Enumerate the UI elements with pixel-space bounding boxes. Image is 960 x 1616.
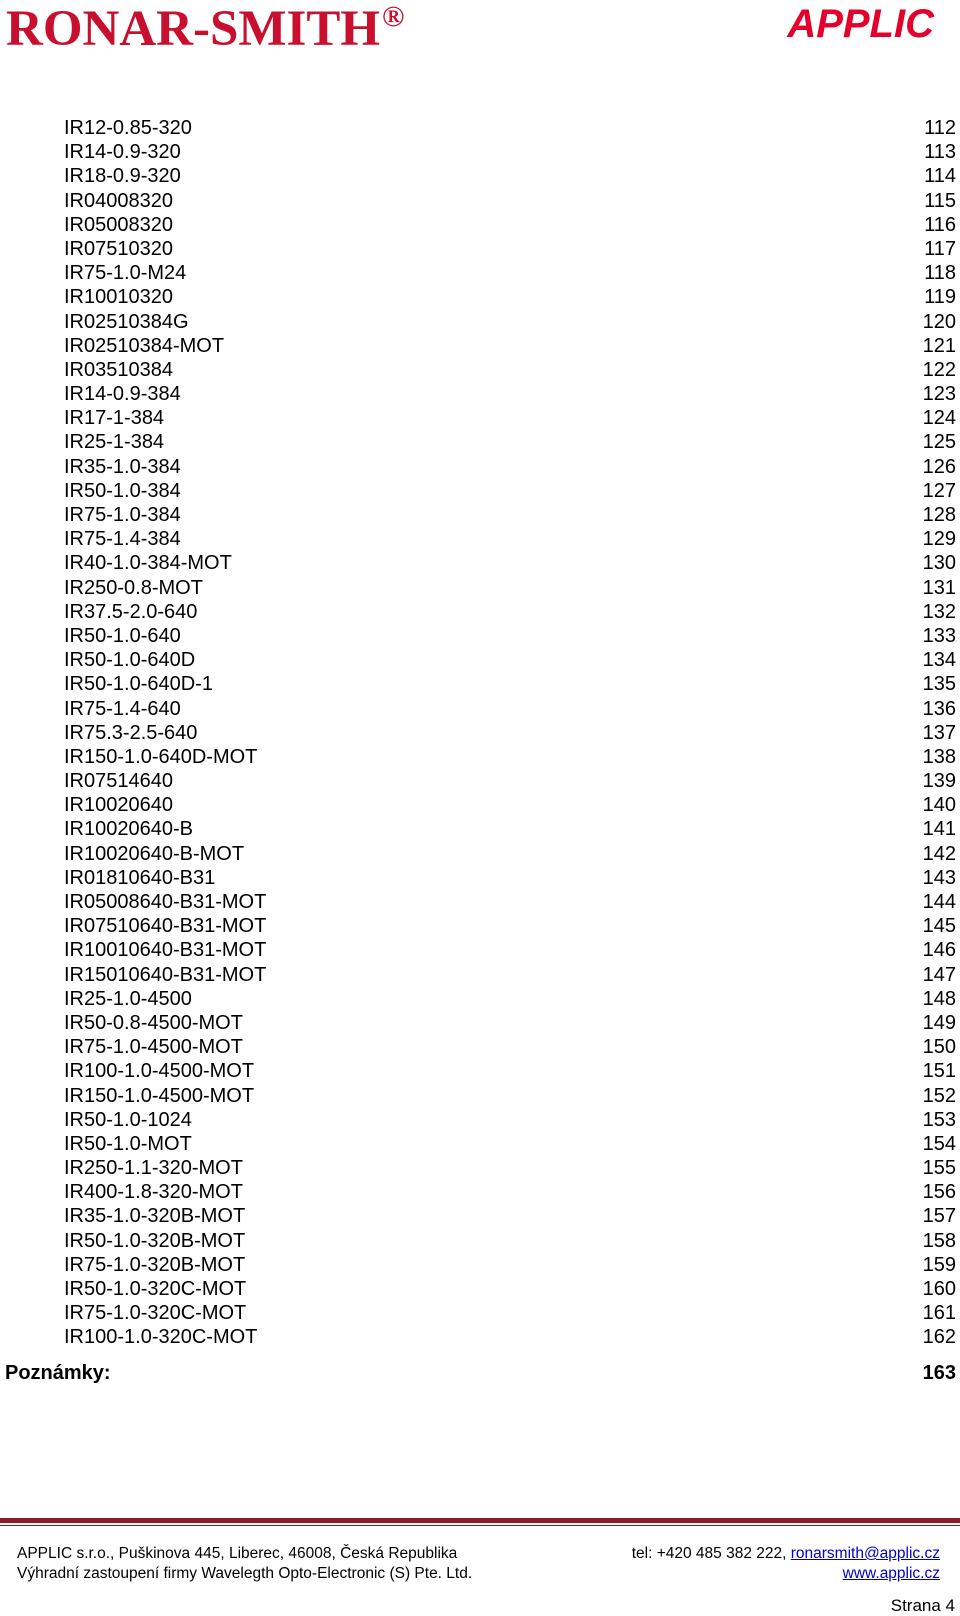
toc-entry-page: 123 [922, 383, 956, 406]
toc-entry-page: 137 [922, 721, 956, 744]
toc-entry-name: IR75-1.0-M24 [64, 262, 187, 285]
toc-entry-page: 121 [922, 334, 956, 357]
toc-entry-page: 120 [922, 310, 956, 333]
toc-entry-page: 158 [922, 1229, 956, 1252]
toc-notes-label: Poznámky: [5, 1362, 111, 1384]
toc-row[interactable] [0, 793, 960, 817]
toc-entry-name: IR50-1.0-MOT [64, 1132, 192, 1155]
toc-row[interactable] [0, 745, 960, 769]
toc-row[interactable] [0, 285, 960, 309]
toc-entry-name: IR25-1-384 [64, 431, 165, 454]
footer-phone: tel: +420 485 382 222, [631, 1545, 791, 1562]
toc-notes-page: 163 [922, 1362, 956, 1384]
toc-entry-page: 132 [922, 600, 956, 623]
toc-entry-name: IR17-1-384 [64, 407, 165, 430]
toc-row[interactable] [0, 455, 960, 479]
toc-row[interactable] [0, 479, 960, 503]
toc-row[interactable] [0, 1229, 960, 1253]
toc-row[interactable] [0, 1325, 960, 1349]
toc-row[interactable] [0, 842, 960, 866]
toc-entry-name: IR75-1.0-320C-MOT [64, 1302, 247, 1325]
toc-entry-name: IR50-1.0-1024 [64, 1108, 192, 1131]
toc-entry-name: IR05008640-B31-MOT [64, 891, 267, 913]
toc-entry-page: 130 [922, 552, 956, 575]
toc-entry-name: IR14-0.9-384 [64, 383, 181, 406]
toc-entry-name: IR07514640 [64, 770, 173, 793]
toc-row[interactable] [0, 406, 960, 430]
toc-row[interactable] [0, 1059, 960, 1083]
toc-entry-name: IR18-0.9-320 [64, 165, 181, 188]
toc-entry-page: 124 [922, 407, 956, 430]
toc-entry-name: IR50-0.8-4500-MOT [64, 1011, 243, 1034]
toc-entry-name: IR40-1.0-384-MOT [64, 552, 232, 575]
toc-entry-page: 142 [922, 842, 956, 865]
toc-row[interactable] [0, 866, 960, 890]
toc-row[interactable] [0, 576, 960, 600]
toc-entry-page: 157 [922, 1205, 956, 1228]
footer-website [843, 1565, 940, 1583]
toc-entry-name: IR07510640-B31-MOT [64, 915, 267, 938]
toc-row[interactable] [0, 310, 960, 334]
toc-entry-name: IR10020640-B-MOT [64, 842, 245, 865]
toc-row[interactable] [0, 189, 960, 213]
toc-entry-page: 135 [922, 673, 956, 696]
footer-distributor: Výhradní zastoupení firmy Wavelegth Opto-Electronic (S) Pte. Ltd. [17, 1565, 473, 1582]
toc-entry-page: 139 [922, 770, 956, 793]
toc-entry-name: IR35-1.0-320B-MOT [64, 1205, 246, 1228]
toc-entry-page: 155 [922, 1157, 956, 1180]
toc-entry-page: 148 [922, 987, 956, 1010]
footer-divider-thick [0, 1518, 960, 1523]
toc-row[interactable] [0, 1156, 960, 1180]
brand-logo [6, 0, 405, 57]
toc-entry-page: 150 [922, 1036, 956, 1059]
toc-row[interactable] [0, 938, 960, 962]
toc-entry-page: 159 [922, 1253, 956, 1276]
toc-row[interactable] [0, 382, 960, 406]
toc-entry-page: 153 [922, 1108, 956, 1131]
toc-entry-page: 114 [924, 165, 956, 188]
toc-entry-name: IR02510384-MOT [64, 334, 225, 357]
toc-entry-name: IR04008320 [64, 189, 173, 212]
toc-row[interactable] [0, 213, 960, 237]
toc-row[interactable] [0, 1035, 960, 1059]
page-number: Strana 4 [890, 1596, 955, 1615]
toc-entry-name: IR03510384 [64, 358, 173, 381]
brand-name: RONAR-SMITH [6, 1, 381, 57]
toc-entry-name: IR01810640-B31 [64, 866, 216, 889]
footer-divider [0, 1518, 960, 1527]
registered-mark: ® [382, 0, 405, 33]
toc-entry-name: IR100-1.0-320C-MOT [64, 1326, 258, 1349]
toc-entry-page: 138 [922, 745, 956, 768]
toc-row[interactable] [0, 600, 960, 624]
toc-entry-name: IR14-0.9-320 [64, 141, 181, 164]
toc-entry-name: IR25-1.0-4500 [64, 987, 192, 1010]
company-logo: APPLIC [787, 2, 934, 46]
toc-entry-name: IR50-1.0-384 [64, 479, 181, 502]
toc-row[interactable] [0, 721, 960, 745]
toc-notes-row[interactable] [0, 1360, 960, 1386]
toc-row[interactable] [0, 624, 960, 648]
toc-entry-name: IR10010320 [64, 286, 173, 309]
toc-entry-name: IR50-1.0-640 [64, 624, 181, 647]
toc-row[interactable] [0, 358, 960, 382]
toc-entry-name: IR10020640-B [64, 818, 193, 841]
footer-divider-thin [0, 1525, 960, 1526]
toc-row[interactable] [0, 140, 960, 164]
toc-row[interactable] [0, 164, 960, 188]
toc-row[interactable] [0, 527, 960, 551]
toc-entry-page: 151 [922, 1060, 956, 1083]
toc-row[interactable] [0, 1277, 960, 1301]
toc-entry-page: 122 [922, 358, 956, 381]
footer-website-link[interactable]: www.applic.cz [842, 1565, 940, 1582]
toc-row[interactable] [0, 1108, 960, 1132]
toc-entry-page: 143 [922, 866, 956, 889]
toc-row[interactable] [0, 1253, 960, 1277]
toc-entry-name: IR75-1.0-384 [64, 504, 181, 526]
toc-entry-name: IR75.3-2.5-640 [64, 721, 198, 744]
toc-entry-page: 131 [922, 576, 956, 599]
toc-row[interactable] [0, 672, 960, 696]
toc-entry-page: 162 [922, 1326, 956, 1349]
toc-row[interactable] [0, 1301, 960, 1325]
toc-entry-name: IR150-1.0-4500-MOT [64, 1084, 255, 1107]
toc-entry-name: IR50-1.0-640D [64, 649, 196, 672]
toc-row[interactable] [0, 1132, 960, 1156]
toc-row[interactable] [0, 1084, 960, 1108]
toc-row[interactable] [0, 551, 960, 575]
toc-entry-page: 152 [922, 1084, 956, 1107]
toc-entry-name: IR75-1.4-384 [64, 528, 181, 551]
toc-row[interactable] [0, 963, 960, 987]
toc-entry-name: IR100-1.0-4500-MOT [64, 1060, 255, 1083]
toc-entry-page: 113 [924, 141, 956, 164]
toc-row[interactable] [0, 817, 960, 841]
toc-entry-name: IR12-0.85-320 [64, 117, 192, 139]
toc-entry-page: 116 [924, 213, 956, 236]
toc-entry-page: 154 [922, 1132, 956, 1155]
toc-entry-page: 149 [922, 1011, 956, 1034]
toc-entry-name: IR10020640 [64, 794, 173, 817]
toc-entry-name: IR75-1.0-320B-MOT [64, 1253, 246, 1276]
toc-entry-name: IR35-1.0-384 [64, 455, 181, 478]
toc-row[interactable] [0, 334, 960, 358]
toc-entry-page: 112 [924, 117, 956, 139]
toc-row[interactable] [0, 648, 960, 672]
toc-entry-name: IR15010640-B31-MOT [64, 963, 267, 986]
toc-entry-page: 129 [922, 528, 956, 551]
footer-address: APPLIC s.r.o., Puškinova 445, Liberec, 46008, Česká Republika [17, 1545, 458, 1562]
toc-entry-page: 133 [922, 624, 956, 647]
toc-row[interactable] [0, 116, 960, 140]
toc-entry-name: IR250-1.1-320-MOT [64, 1157, 243, 1180]
toc-entry-page: 146 [922, 939, 956, 962]
toc-entry-name: IR50-1.0-320C-MOT [64, 1278, 247, 1300]
toc-entry-name: IR05008320 [64, 213, 173, 236]
toc-row[interactable] [0, 914, 960, 938]
toc-entry-page: 126 [922, 455, 956, 478]
toc-row[interactable] [0, 697, 960, 721]
toc-row[interactable] [0, 503, 960, 527]
toc-entry-name: IR50-1.0-320B-MOT [64, 1229, 246, 1252]
toc-entry-page: 161 [922, 1302, 956, 1325]
toc-entry-page: 160 [922, 1278, 956, 1300]
toc-entry-name: IR02510384G [64, 310, 189, 333]
toc-entry-page: 119 [924, 286, 956, 309]
toc-entry-name: IR37.5-2.0-640 [64, 600, 198, 623]
toc-entry-page: 127 [922, 479, 956, 502]
toc-row[interactable] [0, 987, 960, 1011]
toc-row[interactable] [0, 890, 960, 914]
footer-contact [632, 1545, 940, 1563]
toc-entry-name: IR75-1.4-640 [64, 697, 181, 720]
toc-entry-name: IR150-1.0-640D-MOT [64, 745, 258, 768]
toc-entry-page: 141 [922, 818, 956, 841]
toc-entry-name: IR07510320 [64, 237, 173, 260]
toc-entry-page: 117 [924, 237, 956, 260]
toc-entry-name: IR75-1.0-4500-MOT [64, 1036, 243, 1059]
toc-entry-page: 125 [922, 431, 956, 454]
toc-row[interactable] [0, 430, 960, 454]
toc-entry-name: IR250-0.8-MOT [64, 576, 203, 599]
toc-entry-page: 115 [924, 189, 956, 212]
toc-entry-page: 134 [922, 649, 956, 672]
toc-entry-name: IR50-1.0-640D-1 [64, 673, 213, 696]
toc-row[interactable] [0, 261, 960, 285]
toc-entry-page: 118 [924, 262, 956, 285]
toc-entry-page: 136 [922, 697, 956, 720]
toc-row[interactable] [0, 1011, 960, 1035]
table-of-contents [0, 116, 960, 1350]
toc-entry-page: 128 [922, 504, 956, 526]
toc-entry-page: 144 [922, 891, 956, 913]
toc-row[interactable] [0, 237, 960, 261]
toc-entry-page: 140 [922, 794, 956, 817]
toc-entry-name: IR400-1.8-320-MOT [64, 1181, 243, 1204]
footer-email-link[interactable]: ronarsmith@applic.cz [790, 1545, 940, 1562]
toc-row[interactable] [0, 1204, 960, 1228]
toc-entry-page: 156 [922, 1181, 956, 1204]
toc-row[interactable] [0, 769, 960, 793]
toc-entry-page: 145 [922, 915, 956, 938]
toc-entry-page: 147 [922, 963, 956, 986]
toc-row[interactable] [0, 1180, 960, 1204]
toc-entry-name: IR10010640-B31-MOT [64, 939, 267, 962]
